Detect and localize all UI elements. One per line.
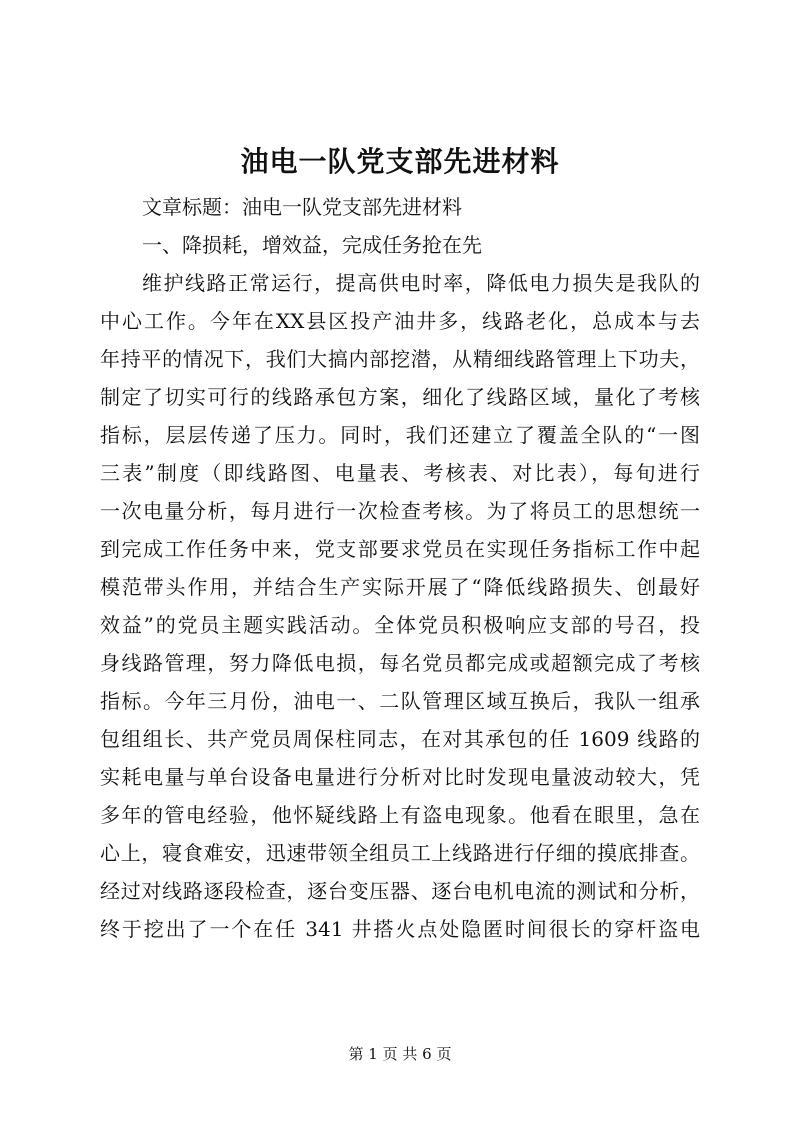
paragraph-line: 三表”制度（即线路图、电量表、考核表、对比表），每旬进行 xyxy=(100,461,700,485)
paragraph-line: 维护线路正常运行，提高供电时率，降低电力损失是我队的 xyxy=(142,271,700,295)
paragraph-line: 多年的管电经验，他怀疑线路上有盗电现象。他看在眼里，急在 xyxy=(100,803,700,827)
paragraph-line: 模范带头作用，并结合生产实际开展了“降低线路损失、创最好 xyxy=(100,575,700,599)
paragraph-line: 包组组长、共产党员周保柱同志，在对其承包的任 1609 线路的 xyxy=(100,727,700,751)
section-heading: 一、降损耗，增效益，完成任务抢在先 xyxy=(142,233,482,257)
document-title: 油电一队党支部先进材料 xyxy=(240,145,560,178)
article-title-line: 文章标题：油电一队党支部先进材料 xyxy=(142,195,462,219)
paragraph-line: 指标。今年三月份，油电一、二队管理区域互换后，我队一组承 xyxy=(100,689,700,713)
paragraph-line: 实耗电量与单台设备电量进行分析对比时发现电量波动较大，凭 xyxy=(100,765,700,789)
paragraph-line: 中心工作。今年在XX县区投产油井多，线路老化，总成本与去 xyxy=(100,309,700,333)
page-footer: 第 1 页 共 6 页 xyxy=(348,1045,452,1063)
paragraph-line: 经过对线路逐段检查，逐台变压器、逐台电机电流的测试和分析， xyxy=(100,879,700,903)
paragraph-line: 年持平的情况下，我们大搞内部挖潜，从精细线路管理上下功夫， xyxy=(100,347,700,371)
paragraph-line: 心上，寝食难安，迅速带领全组员工上线路进行仔细的摸底排查。 xyxy=(100,841,700,865)
paragraph-line: 效益”的党员主题实践活动。全体党员积极响应支部的号召，投 xyxy=(100,613,700,637)
paragraph-line: 制定了切实可行的线路承包方案，细化了线路区域，量化了考核 xyxy=(100,385,700,409)
paragraph-line: 指标，层层传递了压力。同时，我们还建立了覆盖全队的“一图 xyxy=(100,423,700,447)
paragraph-line: 终于挖出了一个在任 341 井搭火点处隐匿时间很长的穿杆盗电 xyxy=(100,917,700,941)
paragraph-line: 身线路管理，努力降低电损，每名党员都完成或超额完成了考核 xyxy=(100,651,700,675)
paragraph-line: 到完成工作任务中来，党支部要求党员在实现任务指标工作中起 xyxy=(100,537,700,561)
paragraph-line: 一次电量分析，每月进行一次检查考核。为了将员工的思想统一 xyxy=(100,499,700,523)
document-body xyxy=(100,188,700,948)
